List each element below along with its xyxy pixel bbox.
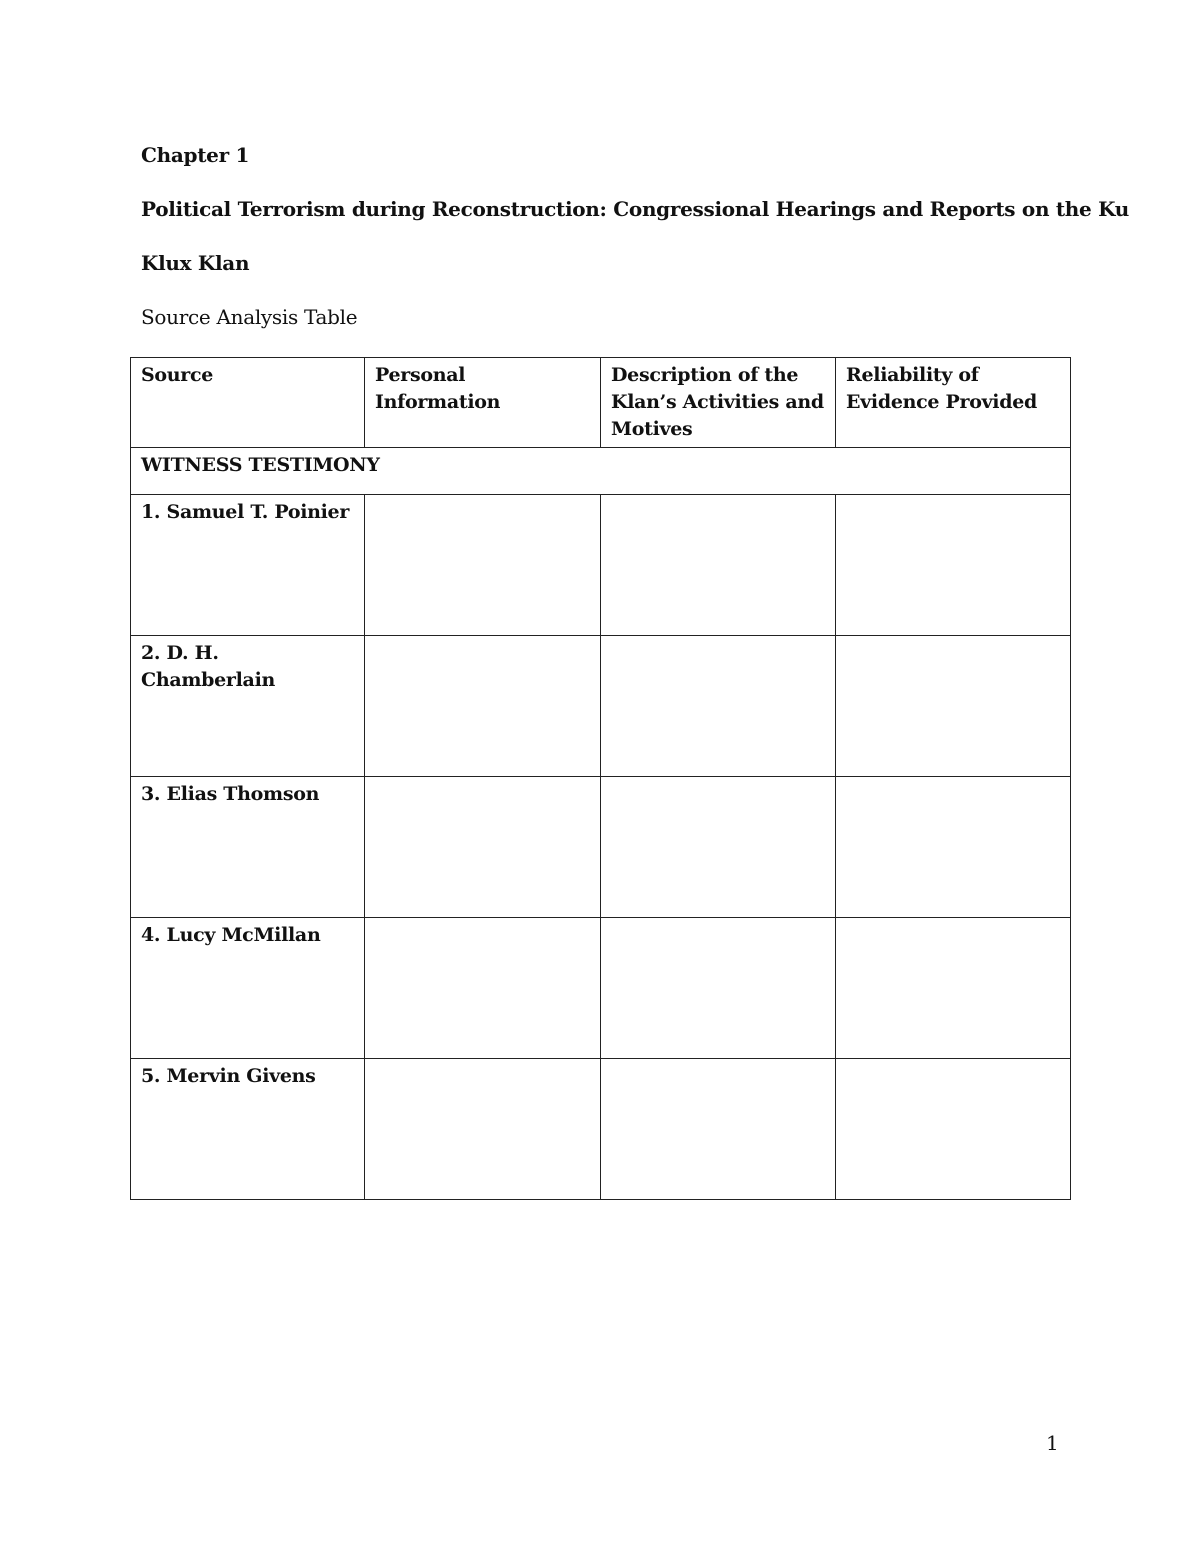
personal-info-cell[interactable]: [365, 636, 601, 777]
header-reliability: Reliability of Evidence Provided: [836, 358, 1071, 448]
personal-info-cell[interactable]: [365, 918, 601, 1059]
description-cell[interactable]: [601, 777, 836, 918]
source-cell: 5. Mervin Givens: [131, 1059, 365, 1200]
source-analysis-table: [130, 357, 1071, 1200]
table-row: [131, 636, 1071, 777]
reliability-cell[interactable]: [836, 636, 1071, 777]
source-cell: 4. Lucy McMillan: [131, 918, 365, 1059]
source-cell: 3. Elias Thomson: [131, 777, 365, 918]
description-cell[interactable]: [601, 1059, 836, 1200]
personal-info-cell[interactable]: [365, 777, 601, 918]
section-label: WITNESS TESTIMONY: [131, 448, 1071, 495]
header-source: Source: [131, 358, 365, 448]
chapter-heading: Chapter 1: [141, 143, 250, 167]
header-description: Description of the Klan’s Activities and Motives: [601, 358, 836, 448]
description-cell[interactable]: [601, 918, 836, 1059]
source-cell: 2. D. H. Chamberlain: [131, 636, 365, 777]
section-row: [131, 448, 1071, 495]
table-caption: Source Analysis Table: [141, 305, 358, 329]
table-row: [131, 918, 1071, 1059]
table-row: [131, 1059, 1071, 1200]
personal-info-cell[interactable]: [365, 1059, 601, 1200]
personal-info-cell[interactable]: [365, 495, 601, 636]
description-cell[interactable]: [601, 636, 836, 777]
title-line-1: Political Terrorism during Reconstruction: Congressional Hearings and Reports on the Ku: [141, 197, 1130, 221]
source-cell: 1. Samuel T. Poinier: [131, 495, 365, 636]
header-personal-information: Personal Information: [365, 358, 601, 448]
title-line-2: Klux Klan: [141, 251, 250, 275]
reliability-cell[interactable]: [836, 1059, 1071, 1200]
page-number: 1: [1046, 1431, 1059, 1455]
table-header-row: [131, 358, 1071, 448]
reliability-cell[interactable]: [836, 918, 1071, 1059]
table-row: [131, 777, 1071, 918]
description-cell[interactable]: [601, 495, 836, 636]
reliability-cell[interactable]: [836, 777, 1071, 918]
table-row: [131, 495, 1071, 636]
reliability-cell[interactable]: [836, 495, 1071, 636]
